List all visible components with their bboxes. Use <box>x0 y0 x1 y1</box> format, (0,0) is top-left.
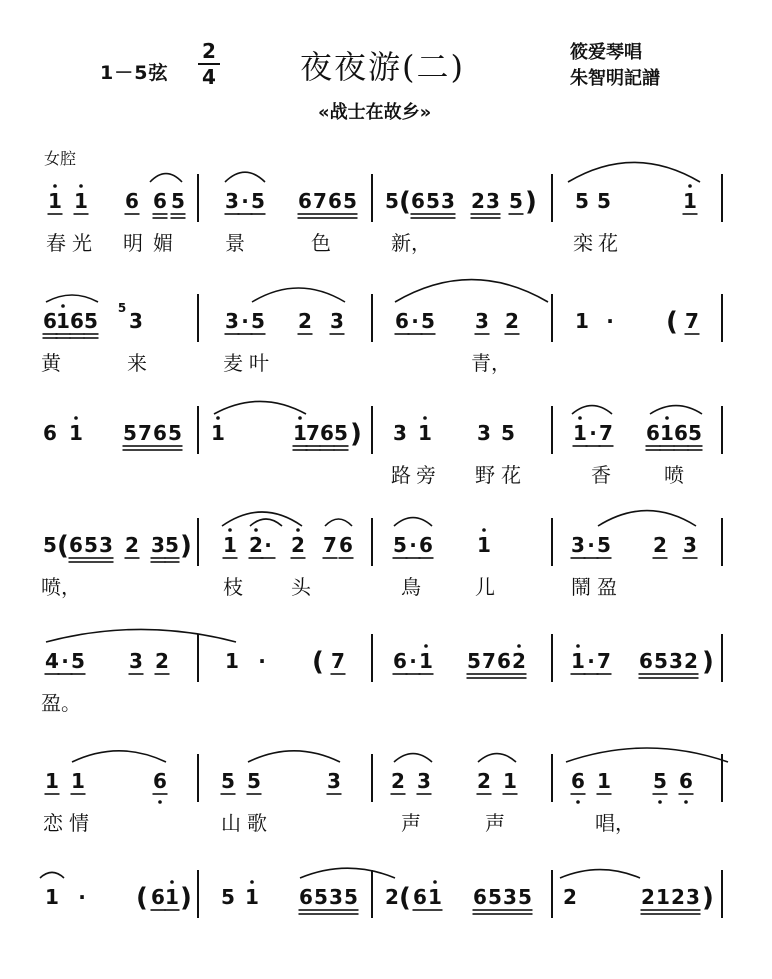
note: 5 <box>385 189 399 213</box>
note: 6 <box>151 885 165 909</box>
octave-dot-high <box>296 528 300 532</box>
note: 6 <box>69 533 83 557</box>
note: 5 <box>393 533 407 557</box>
note: 3 <box>225 309 239 333</box>
lyric: 香 <box>591 463 611 487</box>
note: · <box>78 885 86 909</box>
lyric: 春 <box>46 231 66 255</box>
octave-dot-high <box>250 880 254 884</box>
note: 2 <box>391 769 405 793</box>
lyric: 媚 <box>153 231 173 255</box>
note: 5 <box>426 189 440 213</box>
note: 3 <box>417 769 431 793</box>
octave-dot-high <box>665 416 669 420</box>
slur <box>568 162 700 182</box>
note: 7 <box>331 649 345 673</box>
note: 6 <box>674 421 688 445</box>
note: 6 <box>411 189 425 213</box>
lyric: 旁 <box>416 463 436 487</box>
note: 5 <box>251 309 265 333</box>
lyric: 黄 <box>41 351 61 375</box>
lyric: 色 <box>311 231 331 255</box>
note: 3 <box>669 649 683 673</box>
octave-dot-high <box>216 416 220 420</box>
note: 6 <box>339 533 353 557</box>
note: 5 <box>334 421 348 445</box>
slur <box>598 511 696 526</box>
note: 2 <box>641 885 655 909</box>
lyric: 盈 <box>597 575 617 599</box>
note: 5 <box>501 421 515 445</box>
note: 1 <box>428 885 442 909</box>
note: ( <box>312 647 324 677</box>
note: 1 <box>293 421 307 445</box>
note: 3 <box>475 309 489 333</box>
note: 1 <box>56 309 70 333</box>
note: 5 <box>251 189 265 213</box>
note: · <box>587 533 595 557</box>
octave-dot-high <box>433 880 437 884</box>
voice-label: 女腔 <box>44 149 77 168</box>
slur <box>478 754 516 762</box>
slur <box>566 748 728 762</box>
lyric: 明 <box>123 231 143 255</box>
note: 6 <box>298 189 312 213</box>
note: 1 <box>683 189 697 213</box>
note: 5 <box>488 885 502 909</box>
note: ( <box>136 883 148 913</box>
note: 5 <box>467 649 481 673</box>
note: ( <box>57 531 69 561</box>
lyric: 景 <box>225 231 245 255</box>
note: 6 <box>646 421 660 445</box>
note: 7 <box>306 421 320 445</box>
note: 5 <box>221 769 235 793</box>
octave-dot-high <box>578 416 582 420</box>
octave-dot-high <box>576 644 580 648</box>
note: 2 <box>471 189 485 213</box>
note: 2 <box>155 649 169 673</box>
note: 7 <box>313 189 327 213</box>
slur <box>250 519 282 526</box>
note: 1 <box>48 189 62 213</box>
slur <box>325 519 352 526</box>
slur <box>46 629 236 642</box>
lyric: 声 <box>485 811 505 835</box>
note: 6 <box>43 309 57 333</box>
slur <box>252 288 345 302</box>
singer-credit: 筱爱琴唱 <box>570 42 642 63</box>
note: 3 <box>330 309 344 333</box>
note: 2 <box>385 885 399 909</box>
note: · <box>258 649 266 673</box>
lyric: 歌 <box>247 811 267 835</box>
octave-dot-high <box>423 416 427 420</box>
lyric: 花 <box>598 231 618 255</box>
note: 6 <box>153 189 167 213</box>
transcriber-credit: 朱智明記譜 <box>570 68 660 89</box>
note: 1 <box>573 421 587 445</box>
note: 5 <box>71 649 85 673</box>
note: 2 <box>671 885 685 909</box>
note: 7 <box>597 649 611 673</box>
note: 6 <box>679 769 693 793</box>
note: 5 <box>123 421 137 445</box>
note: 3 <box>329 885 343 909</box>
note: 1 <box>503 769 517 793</box>
lyric: 儿 <box>475 575 495 599</box>
note: 6 <box>393 649 407 673</box>
note: 1 <box>571 649 585 673</box>
note: · <box>411 309 419 333</box>
note: 6 <box>571 769 585 793</box>
note: 6 <box>395 309 409 333</box>
note: 1 <box>575 309 589 333</box>
note: 3 <box>686 885 700 909</box>
note: ) <box>180 883 192 913</box>
octave-dot-high <box>228 528 232 532</box>
octave-dot-high <box>424 644 428 648</box>
note: 2 <box>477 769 491 793</box>
note: 3 <box>225 189 239 213</box>
lyric: 栾 <box>573 231 593 255</box>
note: 3 <box>151 533 165 557</box>
note: 1 <box>245 885 259 909</box>
octave-dot-low <box>158 800 162 804</box>
note: 2 <box>298 309 312 333</box>
note: 6 <box>497 649 511 673</box>
note: 1 <box>45 885 59 909</box>
note: 2 <box>563 885 577 909</box>
octave-dot-high <box>254 528 258 532</box>
note: 6 <box>328 189 342 213</box>
note: · <box>589 421 597 445</box>
note: ( <box>666 307 678 337</box>
slur <box>225 172 265 182</box>
lyric: 枝 <box>223 575 243 599</box>
octave-dot-low <box>684 800 688 804</box>
note: 6 <box>70 309 84 333</box>
note: 6 <box>320 421 334 445</box>
slur <box>650 406 702 414</box>
note: 5 <box>518 885 532 909</box>
lyric: 喷， <box>41 575 81 599</box>
note: · <box>606 309 614 333</box>
strings-indicator: 1－5弦 <box>100 62 169 84</box>
octave-dot-high <box>74 416 78 420</box>
slur <box>395 280 548 302</box>
lyric: 野 <box>475 463 495 487</box>
note: · <box>61 649 69 673</box>
lyric: 唱， <box>595 811 635 835</box>
note: 2 <box>684 649 698 673</box>
note: 5 <box>117 301 127 315</box>
note: 7 <box>138 421 152 445</box>
note: 3 <box>99 533 113 557</box>
note: 3 <box>477 421 491 445</box>
note: 3 <box>129 309 143 333</box>
time-signature-top: 2 <box>202 39 216 63</box>
note: 1 <box>660 421 674 445</box>
note: 3 <box>129 649 143 673</box>
note: 3 <box>683 533 697 557</box>
slur <box>40 872 64 878</box>
lyric: 新， <box>391 231 431 255</box>
lyric: 青， <box>471 351 511 375</box>
note: · <box>264 533 272 557</box>
note: ) <box>350 419 362 449</box>
note: 5 <box>171 189 185 213</box>
song-title: 夜夜游(二) <box>300 48 465 86</box>
note: 7 <box>323 533 337 557</box>
note: 5 <box>165 533 179 557</box>
lyric: 麦 <box>223 351 243 375</box>
note: 3 <box>571 533 585 557</box>
note: · <box>241 189 249 213</box>
note: 3 <box>486 189 500 213</box>
note: 1 <box>419 649 433 673</box>
note: 5 <box>597 533 611 557</box>
lyric: 来 <box>127 351 147 375</box>
note: 7 <box>599 421 613 445</box>
lyric: 鳥 <box>401 575 421 599</box>
lyric: 喷 <box>664 463 684 487</box>
octave-dot-low <box>658 800 662 804</box>
lyric: 盈。 <box>41 691 81 715</box>
note: 1 <box>597 769 611 793</box>
note: 6 <box>153 421 167 445</box>
slur <box>560 870 640 878</box>
note: 5 <box>84 533 98 557</box>
note: ) <box>702 883 714 913</box>
note: · <box>409 649 417 673</box>
lyric: 情 <box>69 811 89 835</box>
note: 3 <box>441 189 455 213</box>
slur <box>394 754 432 762</box>
note: 6 <box>43 421 57 445</box>
lyric: 鬧 <box>571 575 591 599</box>
note: ) <box>702 647 714 677</box>
note: · <box>241 309 249 333</box>
note: 6 <box>639 649 653 673</box>
lyric: 声 <box>401 811 421 835</box>
note: 7 <box>685 309 699 333</box>
note: 2 <box>505 309 519 333</box>
note: 5 <box>597 189 611 213</box>
note: 2 <box>249 533 263 557</box>
note: · <box>409 533 417 557</box>
note: 2 <box>291 533 305 557</box>
note: 5 <box>314 885 328 909</box>
note: 5 <box>575 189 589 213</box>
note: 1 <box>71 769 85 793</box>
note: 2 <box>125 533 139 557</box>
octave-dot-high <box>53 184 57 188</box>
octave-dot-high <box>79 184 83 188</box>
note: 1 <box>223 533 237 557</box>
note: 5 <box>84 309 98 333</box>
note: 5 <box>688 421 702 445</box>
lyric: 花 <box>501 463 521 487</box>
note: 3 <box>503 885 517 909</box>
octave-dot-high <box>688 184 692 188</box>
note: ) <box>180 531 192 561</box>
note: 5 <box>653 769 667 793</box>
octave-dot-high <box>61 304 65 308</box>
note: 6 <box>299 885 313 909</box>
note: 6 <box>125 189 139 213</box>
octave-dot-low <box>576 800 580 804</box>
slur <box>72 751 166 762</box>
note: 5 <box>247 769 261 793</box>
slur <box>394 518 432 526</box>
slur <box>572 406 612 414</box>
note: 1 <box>225 649 239 673</box>
note: 5 <box>343 189 357 213</box>
slur <box>300 868 395 878</box>
note: ) <box>525 187 537 217</box>
lyric: 山 <box>221 811 241 835</box>
lyric: 光 <box>72 231 92 255</box>
note: 6 <box>419 533 433 557</box>
octave-dot-high <box>517 644 521 648</box>
note: 6 <box>153 769 167 793</box>
song-subtitle: «战士在故乡» <box>318 102 432 123</box>
note: 1 <box>165 885 179 909</box>
note: 1 <box>211 421 225 445</box>
note: 5 <box>509 189 523 213</box>
note: 5 <box>168 421 182 445</box>
note: 5 <box>221 885 235 909</box>
note: · <box>587 649 595 673</box>
note: 1 <box>418 421 432 445</box>
time-signature-bottom: 4 <box>202 65 216 89</box>
note: 6 <box>473 885 487 909</box>
note: 5 <box>344 885 358 909</box>
slur <box>46 295 98 302</box>
note: 5 <box>43 533 57 557</box>
lyric: 头 <box>291 575 311 599</box>
note: 1 <box>477 533 491 557</box>
lyric: 恋 <box>43 811 63 835</box>
note: 2 <box>512 649 526 673</box>
note: 5 <box>654 649 668 673</box>
lyric: 路 <box>391 463 411 487</box>
octave-dot-high <box>170 880 174 884</box>
note: 6 <box>413 885 427 909</box>
note: 3 <box>393 421 407 445</box>
octave-dot-high <box>298 416 302 420</box>
note: 1 <box>69 421 83 445</box>
note: 3 <box>327 769 341 793</box>
note: 5 <box>421 309 435 333</box>
note: ( <box>399 187 411 217</box>
lyric: 叶 <box>249 351 269 375</box>
slur <box>248 751 340 762</box>
note: 1 <box>45 769 59 793</box>
note: 7 <box>482 649 496 673</box>
note: 4 <box>45 649 59 673</box>
note: 1 <box>656 885 670 909</box>
slur <box>214 401 306 414</box>
note: 2 <box>653 533 667 557</box>
note: ( <box>399 883 411 913</box>
note: 1 <box>74 189 88 213</box>
slur <box>150 174 182 182</box>
octave-dot-high <box>482 528 486 532</box>
